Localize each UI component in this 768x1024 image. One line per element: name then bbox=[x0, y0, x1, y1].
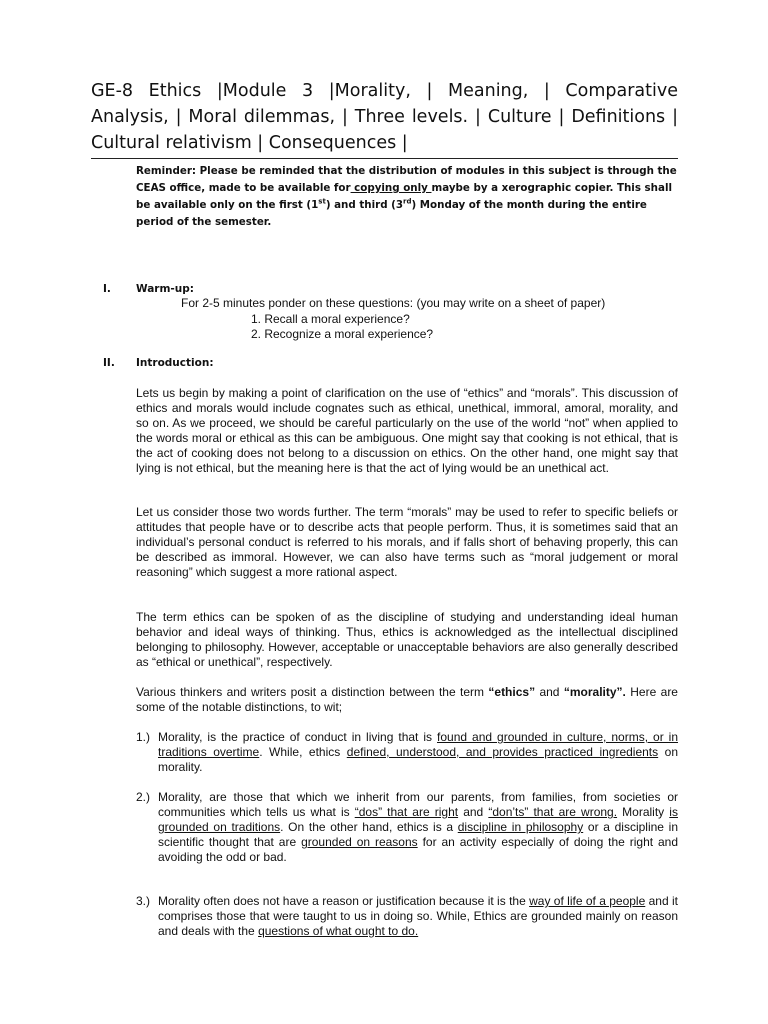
warmup-prompt: For 2-5 minutes ponder on these questions: (you may write on a sheet of paper) bbox=[181, 296, 606, 310]
item-text: Morality, are those that which we inherit from our parents, from families, from societies or communities which tells us what is bbox=[158, 790, 678, 819]
list-item-text bbox=[158, 894, 678, 939]
item-text: and it comprises those that were taught to us in doing so. While, Ethics are grounded mainly on reason and deals with the bbox=[158, 894, 679, 938]
module-title: GE-8 Ethics |Module 3 |Morality, | Meaning, | Comparative Analysis, | Moral dilemmas, | Three levels. | Culture | Definitions | Cultural relativism | Consequences | bbox=[91, 78, 678, 159]
reminder-text: maybe by a xerographic copier. This shall be available only on the first (1 bbox=[136, 182, 673, 211]
warmup-question-2: 2. Recognize a moral experience? bbox=[251, 327, 434, 341]
item-text: . While, ethics bbox=[259, 745, 347, 759]
item-text: or a discipline in scientific thought that are bbox=[158, 820, 678, 849]
item-underline: grounded on reasons bbox=[301, 835, 418, 849]
item-text: Morality often does not have a reason or justification because it is the bbox=[158, 894, 530, 908]
reminder-text: Reminder: Please be reminded that the distribution of modules in this subject is through the CEAS office, made to be available for bbox=[136, 165, 677, 194]
reminder-text: ) Monday of the month during the entire period of the semester. bbox=[136, 199, 647, 228]
item-underline: is grounded on traditions bbox=[158, 805, 678, 834]
item-underline: “don’ts” that are wrong. bbox=[488, 805, 618, 819]
item-text: for an activity especially of doing the right and avoiding the odd or bad. bbox=[158, 835, 679, 864]
item-text: Morality, is the practice of conduct in living that is bbox=[158, 730, 438, 744]
intro-heading: Introduction: bbox=[136, 357, 214, 369]
list-item-text bbox=[158, 790, 678, 865]
intro-number: II. bbox=[103, 357, 115, 369]
item-underline: defined, understood, and provides practiced ingredients bbox=[346, 745, 659, 759]
reminder-superscript: rd bbox=[403, 197, 412, 206]
item-underline: “dos” that are right bbox=[354, 805, 459, 819]
term-ethics: “ethics” bbox=[488, 685, 536, 699]
intro-paragraph-1: Lets us begin by making a point of clarification on the use of “ethics” and “morals”. This discussion of ethics and morals would include cognates such as ethical, unethical, immoral, amoral, morality, and so on. As we proceed, we should be careful particularly on the use of the world “not” when applied to the words moral or ethical as this can be ambiguous. One might say that cooking is not ethical, that is the act of cooking does not belong to a discussion on ethics. On the other hand, one might say that lying is not ethical, but the meaning here is that the act of lying would be an unethical act. bbox=[136, 386, 678, 475]
item-text: on morality. bbox=[158, 745, 679, 774]
para-text: Here are some of the notable distinctions, to wit; bbox=[136, 685, 678, 714]
list-item-number: 2.) bbox=[136, 790, 151, 804]
warmup-question-1: 1. Recall a moral experience? bbox=[251, 312, 410, 326]
item-underline: way of life of a people bbox=[529, 894, 646, 908]
item-text: . On the other hand, ethics is a bbox=[280, 820, 458, 834]
list-item-text bbox=[158, 730, 678, 775]
intro-paragraph-4 bbox=[136, 685, 678, 715]
reminder-text: ) and third (3 bbox=[325, 199, 404, 211]
warmup-number: I. bbox=[103, 283, 111, 295]
item-underline: found and grounded in culture, norms, or in traditions overtime bbox=[158, 730, 679, 759]
list-item-number: 3.) bbox=[136, 894, 151, 908]
list-item-number: 1.) bbox=[136, 730, 151, 744]
reminder-superscript: st bbox=[318, 197, 326, 206]
item-underline: discipline in philosophy bbox=[457, 820, 584, 834]
warmup-heading: Warm-up: bbox=[136, 283, 194, 295]
para-text: and bbox=[535, 685, 564, 699]
intro-paragraph-2: Let us consider those two words further. The term “morals” may be used to refer to specific beliefs or attitudes that people have or to describe acts that people perform. Thus, it is sometimes said that an individual’s personal conduct is referred to his morals, and if falls short of behaving properly, this can be described as immoral. However, we can also have terms such as “moral judgement or moral reasoning” which suggest a more rational aspect. bbox=[136, 505, 678, 579]
para-text: Various thinkers and writers posit a distinction between the term bbox=[136, 685, 489, 699]
reminder-notice bbox=[136, 163, 678, 231]
reminder-underline: copying only bbox=[350, 182, 432, 194]
intro-paragraph-3: The term ethics can be spoken of as the discipline of studying and understanding ideal human behavior and ideal ways of thinking. Thus, ethics is acknowledged as the intellectual disciplined belonging to philosophy. However, acceptable or unacceptable behaviors are also generally described as “ethical or unethical”, respectively. bbox=[136, 610, 678, 669]
item-text: and bbox=[458, 805, 489, 819]
term-morality: “morality”. bbox=[563, 685, 626, 699]
item-underline: questions of what ought to do. bbox=[258, 924, 419, 938]
item-text: Morality bbox=[617, 805, 670, 819]
